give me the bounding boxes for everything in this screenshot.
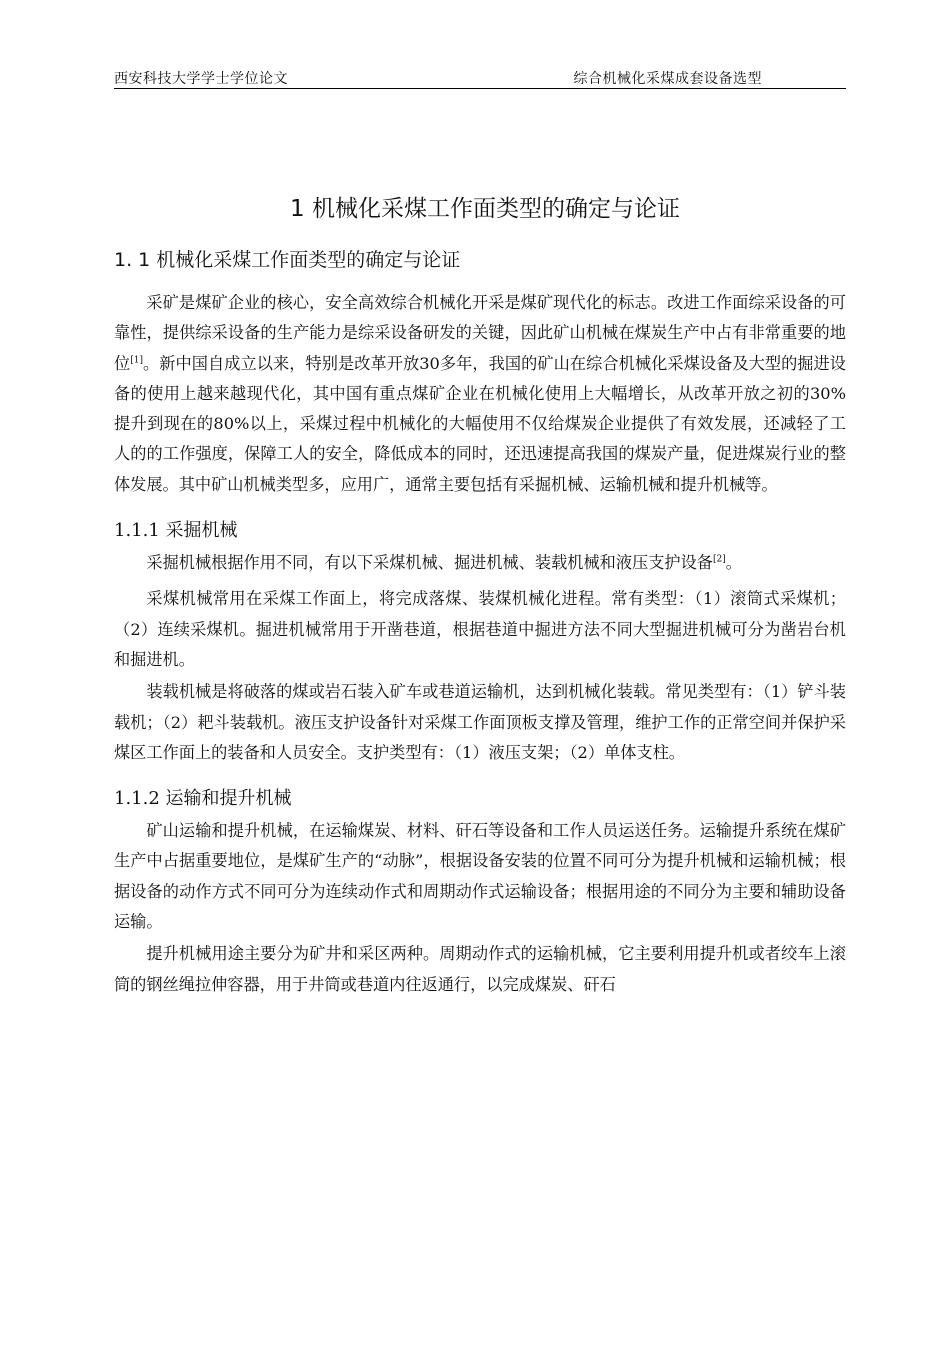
chapter-title: 1 机械化采煤工作面类型的确定与论证 <box>290 196 680 222</box>
subsection-title-2: 1.1.2 运输和提升机械 <box>114 788 292 810</box>
subsection1-paragraph-3: 装载机械是将破落的煤或岩石装入矿车或巷道运输机，达到机械化装载。常见类型有：（1）铲斗装载机；（2）耙斗装载机。液压支护设备针对采煤工作面顶板支撑及管理，维护工作的正常空间并保护采煤区工作面上的装备和人员安全。支护类型有：（1）液压支架；（2）单体支柱。 <box>114 682 846 762</box>
intro-text-part2: 。新中国自成立以来，特别是改革开放30多年，我国的矿山在综合机械化采煤设备及大型的掘进设备的使用上越来越现代化，其中国有重点煤矿企业在机械化使用上大幅增长，从改革开放之初的30%提升到现在的80%以上，采煤过程中机械化的大幅使用不仅给煤炭企业提供了有效发展，还减轻了工人的的工作强度，保障工人的安全，降低成本的同时，还迅速提高我国的煤炭产量，促进煤炭行业的整体发展。其中矿山机械类型多，应用广，通常主要包括有采掘机械、运输机械和提升机械等。 <box>114 353 846 494</box>
citation-1: [1] <box>130 355 143 366</box>
intro-paragraph <box>114 288 846 500</box>
subsection1-paragraph-2: 采煤机械常用在采煤工作面上，将完成落煤、装煤机械化进程。常有类型：（1）滚筒式采煤机；（2）连续采煤机。掘进机械常用于开凿巷道，根据巷道中掘进方法不同大型掘进机械可分为凿岩台机和掘进机。 <box>114 589 846 669</box>
subsection1-p1-end: 。 <box>725 553 742 573</box>
subsection-title-1: 1.1.1 采掘机械 <box>114 520 238 542</box>
intro-text-part1: 采矿是煤矿企业的核心，安全高效综合机械化开采是煤矿现代化的标志。改进工作面综采设备的可靠性，提供综采设备的生产能力是综采设备研发的关键，因此矿山机械在煤炭生产中占有非常重要的地位 <box>114 293 846 373</box>
citation-2: [2] <box>712 554 726 565</box>
section-title: 1. 1 机械化采煤工作面类型的确定与论证 <box>114 249 461 271</box>
header-thesis-title: 综合机械化采煤成套设备选型 <box>573 71 762 87</box>
page-header <box>114 66 846 89</box>
subsection2-paragraph-2: 提升机械用途主要分为矿井和采区两种。周期动作式的运输机械，它主要利用提升机或者绞车上滚筒的钢丝绳拉伸容器，用于井筒或巷道内往返通行，以完成煤炭、矸石 <box>114 944 846 994</box>
page-content <box>114 190 846 1000</box>
subsection2-paragraph-1: 矿山运输和提升机械，在运输煤炭、材料、矸石等设备和工作人员运送任务。运输提升系统在煤矿生产中占据重要地位，是煤矿生产的“动脉”，根据设备安装的位置不同可分为提升机械和运输机械；根据设备的动作方式不同可分为连续动作式和周期动作式运输设备；根据用途的不同分为主要和辅助设备运输。 <box>114 821 846 932</box>
subsection1-p1-text: 采掘机械根据作用不同，有以下采煤机械、掘进机械、装载机械和液压支护设备 <box>146 553 713 573</box>
subsection1-paragraph-1 <box>114 548 846 578</box>
header-thesis-label: 西安科技大学学士学位论文 <box>114 71 288 87</box>
